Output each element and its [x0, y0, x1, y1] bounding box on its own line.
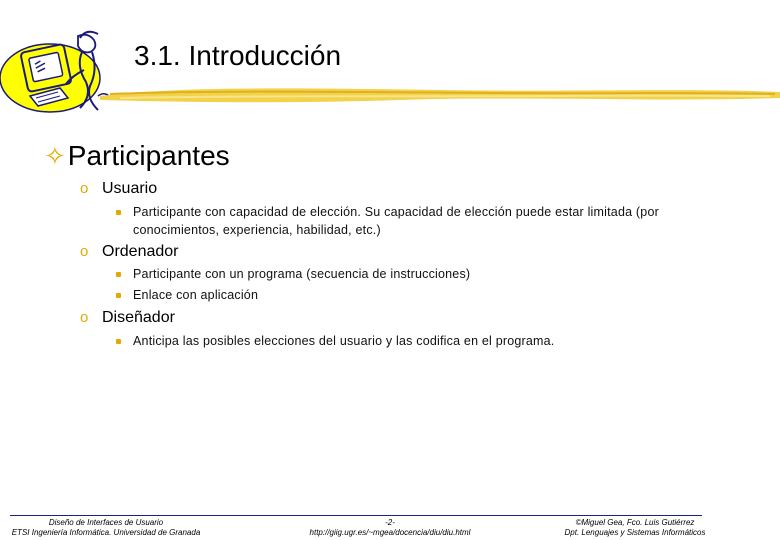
footer-rule — [10, 515, 702, 516]
sub-item — [116, 332, 736, 350]
brush-stroke-divider — [100, 82, 780, 106]
sub-item-text: Enlace con aplicación — [133, 288, 259, 302]
slide-title: 3.1. Introducción — [134, 40, 342, 71]
section-heading — [44, 140, 230, 172]
square-bullet-icon — [116, 272, 121, 277]
footer-institution: ETSI Ingeniería Informática. Universidad de Granada — [11, 528, 201, 537]
circle-bullet-icon: o — [80, 180, 89, 197]
list-item-label: Usuario — [102, 180, 158, 197]
sub-item-text: Anticipa las posibles elecciones del usuario y las codifica en el programa. — [133, 334, 555, 348]
footer-url: http://giig.ugr.es/~mgea/docencia/diu/diu.html — [309, 528, 471, 537]
square-bullet-icon — [116, 339, 121, 344]
list-item-label: Ordenador — [102, 243, 179, 260]
computer-user-clipart-icon — [0, 26, 116, 118]
sub-item — [116, 265, 736, 283]
circle-bullet-icon: o — [80, 309, 89, 326]
footer-copyright: ©Miguel Gea, Fco. Luis Gutiérrez — [575, 518, 695, 527]
square-bullet-icon — [116, 293, 121, 298]
list-item-disenador — [80, 309, 175, 327]
footer-department: Dpt. Lenguajes y Sistemas Informáticos — [564, 528, 706, 537]
square-bullet-icon — [116, 210, 121, 215]
list-item-ordenador — [80, 243, 179, 261]
sub-item — [116, 203, 736, 239]
sub-item — [116, 286, 736, 304]
sub-item-text: Participante con un programa (secuencia de instrucciones) — [133, 267, 471, 281]
footer-course — [0, 518, 212, 538]
diamond-star-icon: ✧ — [44, 141, 66, 171]
footer-page — [290, 518, 490, 538]
page-number: -2- — [385, 518, 395, 527]
section-heading-text: Participantes — [67, 140, 230, 171]
footer-course-title: Diseño de Interfaces de Usuario — [48, 518, 164, 527]
sub-item-text: Participante con capacidad de elección. Su capacidad de elección puede estar limitada (por conocimientos, experiencia, habilidad, etc.) — [133, 205, 659, 237]
footer-authors — [540, 518, 730, 538]
circle-bullet-icon: o — [80, 243, 89, 260]
list-item-label: Diseñador — [102, 309, 175, 326]
list-item-usuario — [80, 180, 157, 198]
